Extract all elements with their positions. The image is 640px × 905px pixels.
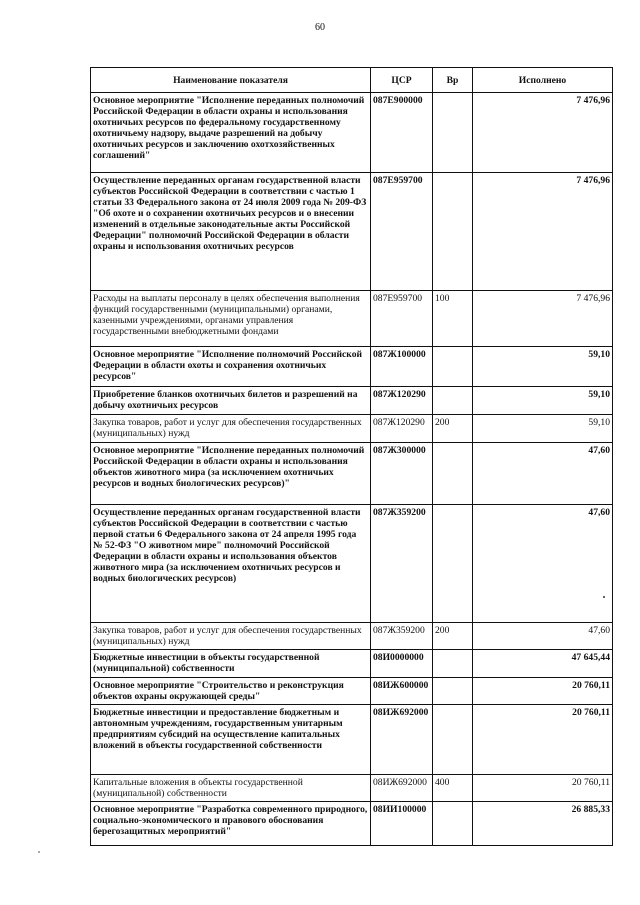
cell-executed: 26 885,33 [473, 802, 613, 846]
cell-executed: 7 476,96 [473, 291, 613, 347]
cell-name: Осуществление переданных органам государственной власти субъектов Российской Федерации в соответствии с частью 1 статьи 33 Федерального закона от 24 июля 2009 года № 209-ФЗ "Об охоте и о сохранении охотничьих ресурсов и о внесении изменений в отдельные законодательные акты Российской Федерации" полномочий Российской Федерации в области охраны и использования охотничьих ресурсов [91, 173, 371, 291]
cell-executed: 20 760,11 [473, 678, 613, 705]
cell-name: Расходы на выплаты персоналу в целях обеспечения выполнения функций государственными (муниципальными) органами, казенными учреждениями, органами управления государственными внебюджетными фондами [91, 291, 371, 347]
cell-vr: 400 [433, 775, 473, 802]
cell-name: Закупка товаров, работ и услуг для обеспечения государственных (муниципальных) нужд [91, 623, 371, 650]
cell-name: Основное мероприятие "Исполнение переданных полномочий Российской Федерации в области охраны и использования охотничьих ресурсов по федеральному государственному охотничьему надзору, выдаче разрешений на добычу охотничьих ресурсов и заключению охотхозяйственных соглашений" [91, 93, 371, 173]
cell-csr: 087Ж359200 [371, 623, 433, 650]
cell-executed: 59,10 [473, 347, 613, 387]
cell-name: Основное мероприятие "Разработка современного природного, социально-экономического и правового обоснования берегозащитных мероприятий" [91, 802, 371, 846]
cell-csr: 08ИИ100000 [371, 802, 433, 846]
cell-csr: 087Ж120290 [371, 387, 433, 415]
header-executed: Исполнено [473, 68, 613, 93]
cell-csr: 087Ж100000 [371, 347, 433, 387]
cell-name: Приобретение бланков охотничьих билетов и разрешений на добычу охотничьих ресурсов [91, 387, 371, 415]
cell-name: Бюджетные инвестиции и предоставление бюджетным и автономным учреждениям, государственным унитарным предприятиям субсидий на осуществление капитальных вложений в объекты государственной собственности [91, 705, 371, 775]
cell-name: Бюджетные инвестиции в объекты государственной (муниципальной) собственности [91, 650, 371, 678]
cell-name: Осуществление переданных органам государственной власти субъектов Российской Федерации в соответствии с частью первой статьи 6 Федерального закона от 24 апреля 1995 года № 52-ФЗ "О животном мире" полномочий Российской Федерации в области охраны и использования объектов животного мира (за исключением охотничьих ресурсов и водных биологических ресурсов) [91, 505, 371, 623]
cell-csr: 087Е959700 [371, 291, 433, 347]
cell-name: Закупка товаров, работ и услуг для обеспечения государственных (муниципальных) нужд [91, 415, 371, 443]
cell-executed: 59,10 [473, 415, 613, 443]
cell-csr: 087Е900000 [371, 93, 433, 173]
cell-executed: 47,60 [473, 443, 613, 505]
scan-speck [38, 851, 40, 853]
cell-vr: 200 [433, 415, 473, 443]
cell-executed: 20 760,11 [473, 775, 613, 802]
header-vr: Вр [433, 68, 473, 93]
cell-executed: 47 645,44 [473, 650, 613, 678]
cell-executed: 59,10 [473, 387, 613, 415]
cell-vr: 200 [433, 623, 473, 650]
cell-csr: 08ИЖ692000 [371, 705, 433, 775]
cell-csr: 08ИЖ692000 [371, 775, 433, 802]
header-name: Наименование показателя [91, 68, 371, 93]
cell-executed: 7 476,96 [473, 93, 613, 173]
header-csr: ЦСР [371, 68, 433, 93]
cell-name: Основное мероприятие "Строительство и реконструкция объектов охраны окружающей среды" [91, 678, 371, 705]
cell-executed: 7 476,96 [473, 173, 613, 291]
cell-csr: 087Ж359200 [371, 505, 433, 623]
cell-csr: 08И0000000 [371, 650, 433, 678]
cell-csr: 087Ж300000 [371, 443, 433, 505]
cell-executed: 20 760,11 [473, 705, 613, 775]
scan-speck [603, 596, 605, 598]
page-number: 60 [315, 22, 325, 33]
cell-name: Основное мероприятие "Исполнение полномочий Российской Федерации в области охоты и сохранения охотничьих ресурсов" [91, 347, 371, 387]
cell-name: Основное мероприятие "Исполнение переданных полномочий Российской Федерации в области охраны и использования объектов животного мира (за исключением охотничьих ресурсов и водных биологических ресурсов)" [91, 443, 371, 505]
cell-vr: 100 [433, 291, 473, 347]
cell-csr: 087Е959700 [371, 173, 433, 291]
cell-executed: 47,60 [473, 623, 613, 650]
cell-csr: 08ИЖ600000 [371, 678, 433, 705]
cell-name: Капитальные вложения в объекты государственной (муниципальной) собственности [91, 775, 371, 802]
cell-executed: 47,60 [473, 505, 613, 623]
cell-csr: 087Ж120290 [371, 415, 433, 443]
